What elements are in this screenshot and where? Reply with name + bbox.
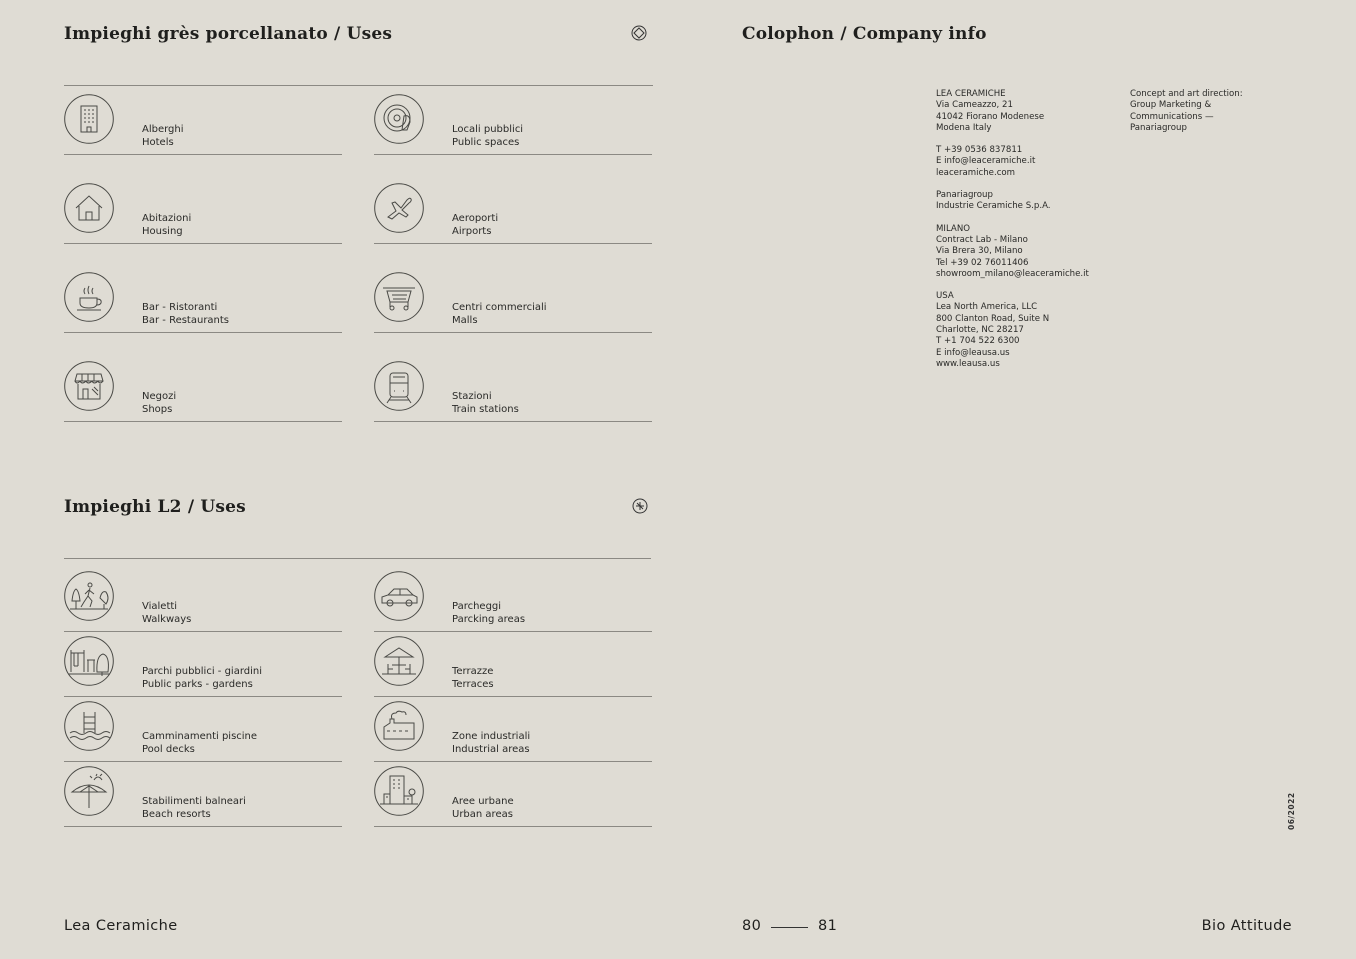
use-item-industrial-areas (374, 701, 652, 762)
airplane-icon (374, 183, 424, 233)
use-label-it: Aree urbane (452, 796, 514, 807)
use-label-en: Pool decks (142, 743, 195, 755)
use-label-en: Terraces (452, 678, 494, 690)
colophon-line: Group Marketing & (1130, 100, 1212, 111)
milano-block (936, 224, 1116, 280)
vinyl-record-icon (374, 94, 424, 144)
use-label-it: Stazioni (452, 391, 492, 402)
colophon-line: Tel +39 02 76011406 (936, 257, 1029, 268)
colophon-line: leaceramiche.com (936, 167, 1016, 178)
use-item-airports (374, 183, 652, 244)
footer-collection: Bio Attitude (1201, 918, 1292, 934)
use-label-it: Vialetti (142, 601, 178, 612)
use-label-en: Parcking areas (452, 613, 526, 625)
use-item-terraces (374, 636, 652, 697)
use-label-it: Bar - Ristoranti (142, 302, 218, 313)
use-label-it: Aeroporti (452, 213, 499, 224)
use-item-malls (374, 272, 652, 333)
page-number-right: 81 (818, 918, 838, 934)
house-icon (64, 183, 114, 233)
use-label-en: Industrial areas (452, 743, 530, 755)
use-label-en: Beach resorts (142, 808, 211, 820)
use-label-en: Public spaces (452, 136, 520, 148)
colophon-line: Contract Lab - Milano (936, 234, 1028, 245)
colophon-line: Modena Italy (936, 122, 992, 133)
hotel-icon (64, 94, 114, 144)
colophon-line: www.leausa.us (936, 358, 1000, 369)
use-item-urban-areas (374, 766, 652, 827)
footer-brand: Lea Ceramiche (64, 918, 178, 934)
colophon-line: Industrie Ceramiche S.p.A. (936, 201, 1051, 212)
use-label-en: Train stations (452, 403, 519, 415)
beach-umbrella-icon (64, 766, 114, 816)
use-label-it: Abitazioni (142, 213, 192, 224)
colophon-line: T +39 0536 837811 (936, 145, 1023, 156)
use-label-it: Centri commerciali (452, 302, 547, 313)
use-label-en: Housing (142, 225, 183, 237)
section1-rule (64, 85, 653, 86)
use-label-en: Malls (452, 314, 478, 326)
colophon-address-block (936, 89, 1116, 370)
shopping-cart-icon (374, 272, 424, 322)
use-label-it: Alberghi (142, 124, 184, 135)
car-icon (374, 571, 424, 621)
use-label-it: Terrazze (452, 666, 494, 677)
colophon-line: MILANO (936, 223, 971, 234)
use-item-walkways (64, 571, 342, 632)
usa-block (936, 291, 1116, 370)
use-label-it: Parcheggi (452, 601, 502, 612)
walker-icon (64, 571, 114, 621)
page-number-divider (771, 927, 808, 928)
shop-icon (64, 361, 114, 411)
use-label-en: Hotels (142, 136, 174, 148)
city-icon (374, 766, 424, 816)
colophon-line: Via Cameazzo, 21 (936, 100, 1013, 111)
l2-badge-icon (632, 498, 648, 514)
colophon-line: Lea North America, LLC (936, 302, 1038, 313)
use-label-it: Locali pubblici (452, 124, 524, 135)
factory-icon (374, 701, 424, 751)
use-label-it: Parchi pubblici - giardini (142, 666, 263, 677)
colophon-line: 41042 Fiorano Modenese (936, 111, 1045, 122)
colophon-line: Charlotte, NC 28217 (936, 325, 1024, 336)
credits-block (1130, 89, 1280, 134)
pool-ladder-icon (64, 701, 114, 751)
use-item-bar-restaurants (64, 272, 342, 333)
use-label-en: Bar - Restaurants (142, 314, 230, 326)
colophon-line: Concept and art direction: (1130, 89, 1243, 99)
use-item-shops (64, 361, 342, 422)
use-item-train-stations (374, 361, 652, 422)
train-icon (374, 361, 424, 411)
colophon-line: USA (936, 291, 954, 302)
use-label-en: Public parks - gardens (142, 678, 253, 690)
colophon-line: T +1 704 522 6300 (936, 336, 1020, 347)
use-label-it: Camminamenti piscine (142, 731, 258, 742)
use-item-public-parks-gardens (64, 636, 342, 697)
use-item-public-spaces (374, 94, 652, 155)
section2-title: Impieghi L2 / Uses (64, 497, 246, 517)
colophon-line: LEA CERAMICHE (936, 89, 1006, 99)
stoneware-badge-icon (631, 25, 647, 41)
section1-title: Impieghi grès porcellanato / Uses (64, 24, 393, 44)
use-label-en: Shops (142, 403, 173, 415)
terrace-umbrella-icon (374, 636, 424, 686)
use-label-en: Airports (452, 225, 492, 237)
colophon-line: E info@leaceramiche.it (936, 156, 1036, 167)
use-label-it: Stabilimenti balneari (142, 796, 246, 807)
use-label-it: Negozi (142, 391, 177, 402)
colophon-line: Via Brera 30, Milano (936, 246, 1023, 257)
colophon-line: Panariagroup (936, 190, 993, 201)
group-block (936, 190, 1116, 213)
use-item-housing (64, 183, 342, 244)
colophon-line: Panariagroup (1130, 122, 1187, 133)
use-label-en: Walkways (142, 613, 192, 625)
contacts-block (936, 145, 1116, 179)
use-label-it: Zone industriali (452, 731, 531, 742)
company-block (936, 89, 1116, 134)
park-icon (64, 636, 114, 686)
use-item-pool-decks (64, 701, 342, 762)
colophon-line: 800 Clanton Road, Suite N (936, 313, 1050, 324)
use-label-en: Urban areas (452, 808, 513, 820)
use-item-hotels (64, 94, 342, 155)
colophon-line: E info@leausa.us (936, 347, 1010, 358)
colophon-line: showroom_milano@leaceramiche.it (936, 268, 1089, 279)
use-item-beach-resorts (64, 766, 342, 827)
section2-rule (64, 558, 651, 559)
colophon-line: Communications — (1130, 111, 1214, 122)
colophon-title: Colophon / Company info (742, 24, 987, 44)
use-item-parcking-areas (374, 571, 652, 632)
edition-date: 06/2022 (1287, 792, 1296, 830)
page-number-left: 80 (742, 918, 762, 934)
coffee-cup-icon (64, 272, 114, 322)
